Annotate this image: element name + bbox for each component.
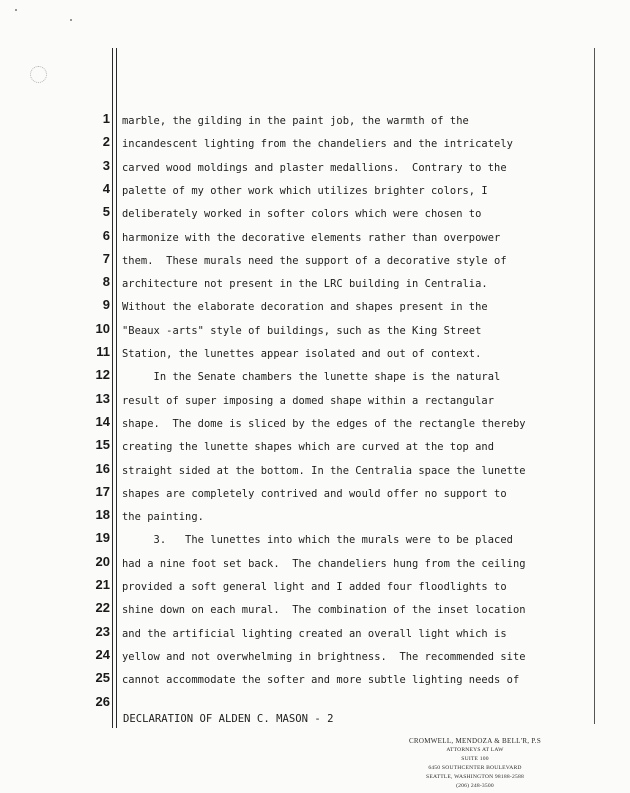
text-line: deliberately worked in softer colors which were chosen to [122,208,482,221]
text-line: result of super imposing a domed shape within a rectangular [122,394,495,407]
line-number: 19 [95,530,110,546]
line-number: 16 [95,460,110,476]
line-number: 24 [95,646,110,662]
left-margin-rule-inner [116,48,117,728]
text-line: shape. The dome is sliced by the edges of the rectangle thereby [122,417,526,430]
text-line: "Beaux -arts" style of buildings, such as the King Street [122,324,482,337]
text-line: Without the elaborate decoration and shapes present in the [122,301,488,314]
law-firm-block [400,737,550,791]
line-number: 22 [95,600,110,616]
line-number: 4 [102,180,110,196]
line-number: 10 [95,320,110,336]
text-line: incandescent lighting from the chandeliers and the intricately [122,138,513,151]
firm-line: 6450 SOUTHCENTER BOULEVARD [428,765,522,771]
line-number: 14 [95,413,110,429]
scan-speck [15,9,17,11]
text-line: harmonize with the decorative elements rather than overpower [122,231,501,244]
line-number: 18 [95,507,110,523]
hole-punch-mark [30,66,47,83]
line-number: 6 [102,227,110,243]
line-number: 12 [95,367,110,383]
text-line: carved wood moldings and plaster medallions. Contrary to the [122,161,507,174]
line-number: 25 [95,670,110,686]
text-line: In the Senate chambers the lunette shape is the natural [122,371,501,384]
line-number: 1 [102,111,110,126]
line-number: 2 [102,134,110,150]
line-number: 13 [95,390,110,406]
text-line: creating the lunette shapes which are curved at the top and [122,441,495,454]
right-margin-rule [594,48,595,724]
text-line: 3. The lunettes into which the murals were to be placed [122,534,513,547]
firm-line: SUITE 100 [461,756,489,762]
line-number: 17 [95,483,110,499]
line-number: 7 [102,250,110,266]
text-line: straight sided at the bottom. In the Centralia space the lunette [122,464,526,477]
line-number: 8 [102,274,110,290]
firm-name: CROMWELL, MENDOZA & BELL'R, P.S [408,737,542,745]
line-number: 20 [95,553,110,569]
text-line: provided a soft general light and I added four floodlights to [122,581,507,593]
firm-line: ATTORNEYS AT LAW [446,747,504,753]
document-footer-title: DECLARATION OF ALDEN C. MASON - 2 [123,713,334,725]
text-line: marble, the gilding in the paint job, the warmth of the [122,115,469,127]
text-line: shapes are completely contrived and would offer no support to [122,487,507,500]
text-line: them. These murals need the support of a decorative style of [122,254,507,267]
line-number: 23 [95,623,110,639]
firm-line: SEATTLE, WASHINGTON 98188-2588 [426,774,524,780]
text-line: palette of my other work which utilizes brighter colors, I [122,184,488,197]
line-number: 5 [102,204,110,220]
firm-line: (206) 248-3500 [456,783,494,789]
text-line: and the artificial lighting created an overall light which is [122,627,507,640]
line-number: 9 [102,297,110,313]
line-number: 3 [102,157,110,173]
text-line: had a nine foot set back. The chandeliers hung from the ceiling [122,557,526,570]
text-line: the painting. [122,511,204,524]
text-line: cannot accommodate the softer and more subtle lighting needs of [122,674,520,687]
left-margin-rule-outer [112,48,113,728]
line-number: 26 [95,693,110,709]
text-line: shine down on each mural. The combination of the inset location [122,604,526,617]
scan-speck [70,19,72,21]
line-number: 21 [95,577,110,592]
line-number: 11 [96,344,110,359]
text-line: yellow and not overwhelming in brightness. The recommended site [122,650,526,663]
text-line: architecture not present in the LRC building in Centralia. [122,278,488,291]
line-number: 15 [95,437,110,453]
text-line: Station, the lunettes appear isolated and out of context. [122,348,482,360]
